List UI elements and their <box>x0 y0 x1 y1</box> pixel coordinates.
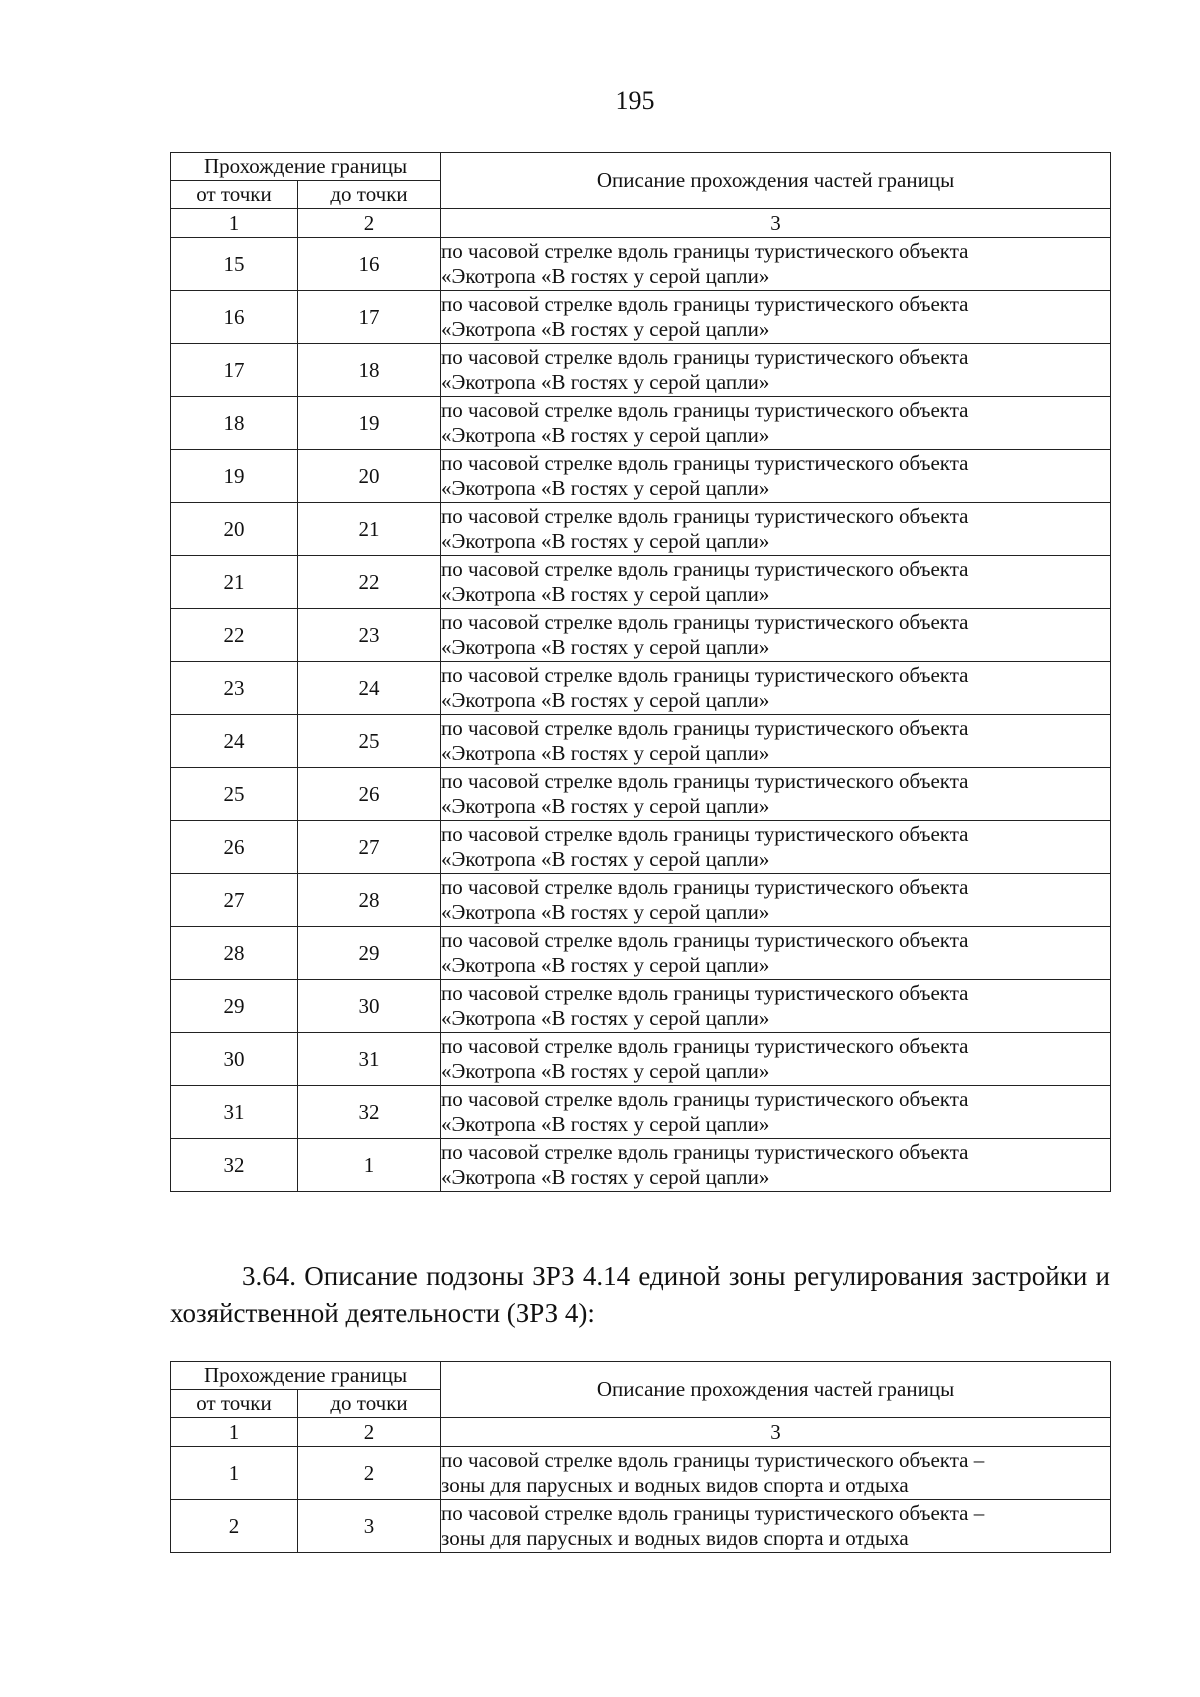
description-cell <box>441 503 1111 556</box>
table-row <box>171 1139 1111 1192</box>
table-row <box>171 1447 1111 1500</box>
from-point-cell: 21 <box>171 556 298 609</box>
description-cell <box>441 980 1111 1033</box>
to-point-cell: 21 <box>298 503 441 556</box>
to-point-cell: 17 <box>298 291 441 344</box>
description-line2: зоны для парусных и водных видов спорта и отдыха <box>441 1526 909 1550</box>
header-to-point: до точки <box>298 1390 441 1418</box>
description-line1: по часовой стрелке вдоль границы туристического объекта <box>441 875 969 899</box>
table-row <box>171 291 1111 344</box>
to-point-cell: 25 <box>298 715 441 768</box>
from-point-cell: 17 <box>171 344 298 397</box>
table-row <box>171 1086 1111 1139</box>
table-row <box>171 344 1111 397</box>
to-point-cell: 29 <box>298 927 441 980</box>
description-cell <box>441 291 1111 344</box>
from-point-cell: 24 <box>171 715 298 768</box>
description-cell <box>441 450 1111 503</box>
description-line1: по часовой стрелке вдоль границы туристического объекта <box>441 292 969 316</box>
description-cell <box>441 1500 1111 1553</box>
from-point-cell: 26 <box>171 821 298 874</box>
page-number: 195 <box>615 86 655 115</box>
from-point-cell: 15 <box>171 238 298 291</box>
description-line2: «Экотропа «В гостях у серой цапли» <box>441 1112 770 1136</box>
from-point-cell: 23 <box>171 662 298 715</box>
description-line2: «Экотропа «В гостях у серой цапли» <box>441 370 770 394</box>
header-from-point: от точки <box>171 181 298 209</box>
description-line1: по часовой стрелке вдоль границы туристического объекта <box>441 610 969 634</box>
description-line2: «Экотропа «В гостях у серой цапли» <box>441 529 770 553</box>
table-row <box>171 768 1111 821</box>
description-cell <box>441 662 1111 715</box>
to-point-cell: 32 <box>298 1086 441 1139</box>
description-line2: «Экотропа «В гостях у серой цапли» <box>441 582 770 606</box>
table-row <box>171 874 1111 927</box>
column-number: 1 <box>171 209 298 238</box>
table-row <box>171 450 1111 503</box>
to-point-cell: 16 <box>298 238 441 291</box>
from-point-cell: 22 <box>171 609 298 662</box>
description-line2: «Экотропа «В гостях у серой цапли» <box>441 847 770 871</box>
description-line2: «Экотропа «В гостях у серой цапли» <box>441 423 770 447</box>
description-line2: «Экотропа «В гостях у серой цапли» <box>441 1006 770 1030</box>
header-description: Описание прохождения частей границы <box>441 1362 1111 1418</box>
description-line1: по часовой стрелке вдоль границы туристического объекта <box>441 716 969 740</box>
boundary-table-2 <box>170 1361 1111 1553</box>
description-cell <box>441 1139 1111 1192</box>
description-line1: по часовой стрелке вдоль границы туристического объекта <box>441 451 969 475</box>
description-line2: «Экотропа «В гостях у серой цапли» <box>441 900 770 924</box>
description-cell <box>441 768 1111 821</box>
from-point-cell: 28 <box>171 927 298 980</box>
table-row <box>171 556 1111 609</box>
description-line1: по часовой стрелке вдоль границы туристического объекта <box>441 928 969 952</box>
header-description: Описание прохождения частей границы <box>441 153 1111 209</box>
table-row <box>171 821 1111 874</box>
to-point-cell: 27 <box>298 821 441 874</box>
description-line1: по часовой стрелке вдоль границы туристического объекта <box>441 557 969 581</box>
section-heading: 3.64. Описание подзоны ЗРЗ 4.14 единой зоны регулирования застройки и хозяйственной деятельности (ЗРЗ 4): <box>170 1261 1110 1328</box>
to-point-cell: 20 <box>298 450 441 503</box>
to-point-cell: 3 <box>298 1500 441 1553</box>
description-line2: «Экотропа «В гостях у серой цапли» <box>441 635 770 659</box>
from-point-cell: 1 <box>171 1447 298 1500</box>
description-line2: «Экотропа «В гостях у серой цапли» <box>441 1165 770 1189</box>
description-line1: по часовой стрелке вдоль границы туристического объекта <box>441 239 969 263</box>
description-line2: «Экотропа «В гостях у серой цапли» <box>441 741 770 765</box>
to-point-cell: 22 <box>298 556 441 609</box>
description-cell <box>441 1086 1111 1139</box>
description-cell <box>441 238 1111 291</box>
table-row <box>171 397 1111 450</box>
to-point-cell: 28 <box>298 874 441 927</box>
from-point-cell: 30 <box>171 1033 298 1086</box>
to-point-cell: 1 <box>298 1139 441 1192</box>
description-line1: по часовой стрелке вдоль границы туристического объекта <box>441 398 969 422</box>
to-point-cell: 19 <box>298 397 441 450</box>
to-point-cell: 18 <box>298 344 441 397</box>
table-row <box>171 662 1111 715</box>
to-point-cell: 31 <box>298 1033 441 1086</box>
from-point-cell: 19 <box>171 450 298 503</box>
description-line1: по часовой стрелке вдоль границы туристического объекта <box>441 1140 969 1164</box>
boundary-table-1 <box>170 152 1111 1192</box>
description-cell <box>441 821 1111 874</box>
description-line2: зоны для парусных и водных видов спорта и отдыха <box>441 1473 909 1497</box>
table-row <box>171 609 1111 662</box>
to-point-cell: 30 <box>298 980 441 1033</box>
header-to-point: до точки <box>298 181 441 209</box>
description-line2: «Экотропа «В гостях у серой цапли» <box>441 476 770 500</box>
table-row <box>171 927 1111 980</box>
to-point-cell: 26 <box>298 768 441 821</box>
description-line2: «Экотропа «В гостях у серой цапли» <box>441 264 770 288</box>
description-cell <box>441 556 1111 609</box>
description-cell <box>441 715 1111 768</box>
to-point-cell: 24 <box>298 662 441 715</box>
description-cell <box>441 344 1111 397</box>
description-line1: по часовой стрелке вдоль границы туристического объекта <box>441 981 969 1005</box>
description-line1: по часовой стрелке вдоль границы туристического объекта <box>441 769 969 793</box>
table-row <box>171 980 1111 1033</box>
description-cell <box>441 1033 1111 1086</box>
from-point-cell: 27 <box>171 874 298 927</box>
column-number: 3 <box>441 1418 1111 1447</box>
table-row <box>171 238 1111 291</box>
table-row <box>171 1033 1111 1086</box>
description-line1: по часовой стрелке вдоль границы туристического объекта <box>441 1087 969 1111</box>
description-cell <box>441 927 1111 980</box>
header-boundary-passage: Прохождение границы <box>171 1362 441 1390</box>
table-row <box>171 503 1111 556</box>
description-line1: по часовой стрелке вдоль границы туристического объекта <box>441 345 969 369</box>
from-point-cell: 29 <box>171 980 298 1033</box>
to-point-cell: 2 <box>298 1447 441 1500</box>
description-line1: по часовой стрелке вдоль границы туристического объекта – <box>441 1448 985 1472</box>
from-point-cell: 16 <box>171 291 298 344</box>
description-line1: по часовой стрелке вдоль границы туристического объекта <box>441 663 969 687</box>
description-cell <box>441 609 1111 662</box>
description-cell <box>441 397 1111 450</box>
description-line2: «Экотропа «В гостях у серой цапли» <box>441 794 770 818</box>
from-point-cell: 32 <box>171 1139 298 1192</box>
header-from-point: от точки <box>171 1390 298 1418</box>
to-point-cell: 23 <box>298 609 441 662</box>
description-line2: «Экотропа «В гостях у серой цапли» <box>441 317 770 341</box>
description-line1: по часовой стрелке вдоль границы туристического объекта <box>441 1034 969 1058</box>
column-number: 1 <box>171 1418 298 1447</box>
from-point-cell: 2 <box>171 1500 298 1553</box>
from-point-cell: 18 <box>171 397 298 450</box>
from-point-cell: 20 <box>171 503 298 556</box>
column-number: 2 <box>298 209 441 238</box>
description-cell <box>441 1447 1111 1500</box>
table-row <box>171 715 1111 768</box>
column-number: 2 <box>298 1418 441 1447</box>
description-line2: «Экотропа «В гостях у серой цапли» <box>441 1059 770 1083</box>
from-point-cell: 31 <box>171 1086 298 1139</box>
header-boundary-passage: Прохождение границы <box>171 153 441 181</box>
column-number: 3 <box>441 209 1111 238</box>
description-line1: по часовой стрелке вдоль границы туристического объекта <box>441 504 969 528</box>
table-row <box>171 1500 1111 1553</box>
from-point-cell: 25 <box>171 768 298 821</box>
description-line2: «Экотропа «В гостях у серой цапли» <box>441 688 770 712</box>
description-line2: «Экотропа «В гостях у серой цапли» <box>441 953 770 977</box>
description-line1: по часовой стрелке вдоль границы туристического объекта <box>441 822 969 846</box>
description-line1: по часовой стрелке вдоль границы туристического объекта – <box>441 1501 985 1525</box>
description-cell <box>441 874 1111 927</box>
